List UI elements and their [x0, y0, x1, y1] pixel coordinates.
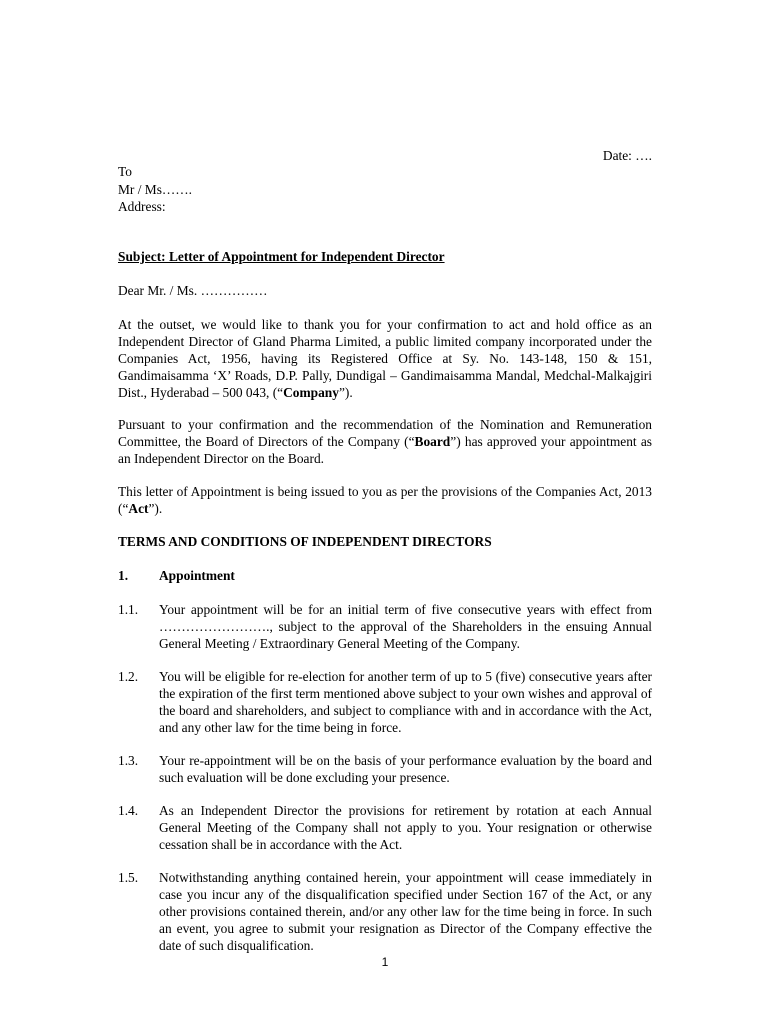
- clause-text: Your re-appointment will be on the basis of your performance evaluation by the board and such evaluation will be done excluding your presence.: [159, 753, 652, 785]
- salutation: Dear Mr. / Ms. ……………: [118, 283, 268, 298]
- intro-p3-text: This letter of Appointment is being issued to you as per the provisions of the Companies Act, 2013 (“: [118, 484, 652, 516]
- intro-paragraph-1: [118, 316, 652, 401]
- intro-paragraph-3: [118, 483, 652, 517]
- section-1-title: Appointment: [159, 568, 235, 583]
- intro-paragraph-2: [118, 416, 652, 467]
- intro-p1-defined-term: Company: [283, 385, 339, 400]
- terms-heading: TERMS AND CONDITIONS OF INDEPENDENT DIRECTORS: [118, 534, 492, 549]
- subject-line: Subject: Letter of Appointment for Independent Director: [118, 249, 445, 264]
- intro-p2-defined-term: Board: [414, 434, 451, 449]
- intro-p2-text: Pursuant to your confirmation and the recommendation of the Nomination and Remuneration Committee, the Board of Directors of the Company (“: [118, 417, 652, 449]
- section-1-number: 1.: [118, 568, 129, 583]
- recipient-name: Mr / Ms…….: [118, 181, 193, 197]
- intro-p2-closing: ”) has approved your appointment as an Independent Director on the Board.: [118, 434, 653, 466]
- to-label: To: [118, 164, 132, 179]
- intro-p3-defined-term: Act: [128, 501, 149, 516]
- address-label: Address:: [118, 199, 166, 214]
- clause-number: 1.1.: [118, 602, 139, 617]
- clause-text: Notwithstanding anything contained herein, your appointment will cease immediately in case you incur any of the disqualification specified under Section 167 of the Act, or any other provisions contained therein, and/or any other law for the time being in force. In such an event, you agree to submit your resignation as Director of the Company effective the date of such disqualification.: [159, 870, 652, 953]
- clause-text: As an Independent Director the provisions for retirement by rotation at each Annual General Meeting of the Company shall not apply to you. Your resignation or otherwise cessation shall be in accordance with the Act.: [159, 803, 652, 852]
- page-number: 1: [381, 955, 389, 969]
- clause-number: 1.2.: [118, 669, 139, 684]
- clause-text: You will be eligible for re-election for another term of up to 5 (five) consecutive years after the expiration of the first term mentioned above subject to your own wishes and approval of the board and shareholders, and subject to compliance with and in accordance with the Act, and any other law for the time being in force.: [159, 669, 652, 735]
- clause-number: 1.4.: [118, 803, 139, 818]
- recipient-block: [118, 163, 192, 216]
- intro-p1-text: At the outset, we would like to thank you for your confirmation to act and hold office as an Independent Director of Gland Pharma Limited, a public limited company incorporated under the Companies Act, 1956, having its Registered Office at Sy. No. 143-148, 150 & 151, Gandimaisamma ‘X’ Roads, D.P. Pally, Dundigal – Gandimaisamma Mandal, Medchal-Malkajgiri Dist., Hyderabad – 500 043, (“: [118, 317, 652, 400]
- date-line: Date: ….: [602, 148, 652, 163]
- intro-p1-closing: ”).: [338, 385, 353, 400]
- clause-number: 1.5.: [118, 870, 139, 885]
- clause-text: Your appointment will be for an initial term of five consecutive years with effect from ……………………., subject to the approval of the Shareholders in the ensuing Annual General Meeting / Extraordinary General Meeting of the Company.: [159, 602, 652, 651]
- clause-number: 1.3.: [118, 753, 139, 768]
- intro-p3-closing: ”).: [148, 501, 163, 516]
